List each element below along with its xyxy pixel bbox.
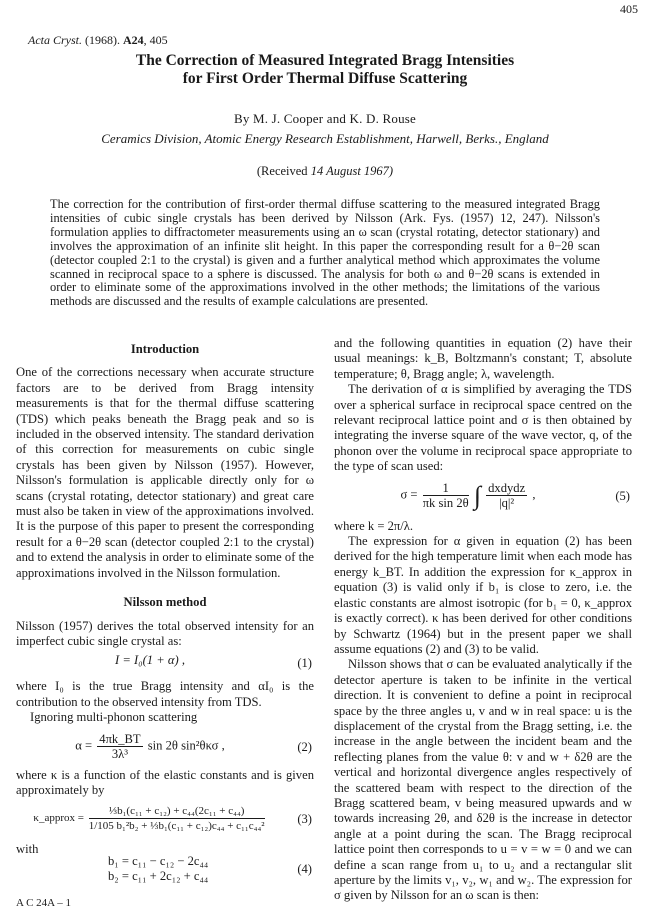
nilsson-paragraph-4: where κ is a function of the elastic constants and is given approximately by (16, 767, 314, 797)
received-date-value: 14 August 1967) (310, 164, 394, 178)
equation-4-line-2: b₂ = c₁₁ + 2c₁₂ + c₄₄ (108, 868, 209, 883)
section-heading-nilsson: Nilsson method (123, 595, 207, 610)
equation-1 (16, 653, 314, 675)
journal-page: 405 (149, 33, 168, 47)
received-date (0, 164, 650, 179)
equation-5-integrand-bottom: |q|² (499, 495, 515, 510)
equation-3 (16, 802, 314, 838)
title-line-1: The Correction of Measured Integrated Bragg Intensities (135, 52, 515, 69)
right-paragraph-4: The expression for α given in equation (2) has been derived for the high temperature limit when each mode has energy k_BT. In addition the expression for κ_approx in equation (3) is valid only if b₁ is close to zero, i.e. the elastic constants are almost isotropic (for b₁ = 0, κ_approx is exactly correct). κ has been derived for other conditions by Schwartz (1964) but in the present paper we shall assume equations (2) and (3) to be valid. (334, 534, 632, 656)
journal-volume: A24 (123, 33, 144, 47)
right-paragraph-5: Nilsson shows that σ can be evaluated analytically if the detector aperture is taken to be infinite in the vertical direction. It is convenient to define a point in reciprocal space by the three angles u, v and w in real space: u is the displacement of the crystal from the Bragg setting, i.e. the increase in the angle between the incident beam and the reflecting planes from the value θ: v and w + δ2θ are the vertical and horizontal divergence angles respectively of the scattered beam with respect to the direction of the Bragg scattered beam, v being measured upwards and w towards increasing 2θ, and δ2θ is the increase in detector angle at a point during the scan. The Bragg reciprocal lattice point then corresponds to u = v = w = 0 and we can define a scan range from u₁ to u₂ and a rectangular slit aperture by the limits v₁, v₂, w₁ and w₂. The expression for σ given by Nilsson for an ω scan is then: (334, 657, 632, 903)
equation-4-line-1: b₁ = c₁₁ − c₁₂ − 2c₄₄ (108, 853, 209, 868)
equation-5-fraction (423, 481, 469, 510)
intro-paragraph: One of the corrections necessary when accurate structure factors are to be derived from Bragg intensity measurements is that for the thermal diffuse scattering (TDS) which peaks beneath the Bragg peak and so is included in the observed intensity. The standard derivation of this correction for measurements on cubic single crystals has been given by Nilsson (1957). However, Nilsson's formulation is applicable directly only for ω scans (crystal rotating, detector stationary) and great care must also be taken in view of the approximations involved. It is the purpose of this paper to present the corresponding result for a θ−2θ scan (detector coupled 2:1 to the crystal) and to extend the analysis in order to eliminate some of the approximations involved in the Nilsson formulation. (16, 365, 314, 580)
equation-2-lhs: α = (75, 737, 93, 752)
right-paragraph-2: The derivation of α is simplified by averaging the TDS over a spherical surface in reciprocal space centred on the relevant reciprocal lattice point and σ is then obtained by integrating the inverse square of the wave vector, q, of the phonon over the volume in reciprocal space appropriate to the type of scan used: (334, 382, 632, 474)
equation-1-body: I = I₀(1 + α) , (115, 653, 185, 668)
affiliation: Ceramics Division, Atomic Energy Research Establishment, Harwell, Berks., England (101, 131, 549, 146)
received-prefix: (Received (256, 164, 308, 178)
equation-2-numerator: 4πk_BT (99, 731, 141, 746)
equation-2-number: (2) (297, 739, 312, 754)
section-heading-introduction: Introduction (130, 342, 200, 356)
with-label: with (16, 842, 39, 857)
paper-title (0, 52, 650, 88)
right-column (334, 336, 632, 904)
equation-5: σ = $\frac{1}{\text{πk sin 2θ}}$ ∫ $\frac{\text{dxdydz}}{\text{|q|²}}$ , (5) (400, 480, 630, 510)
left-column (16, 336, 314, 890)
equation-2 (16, 730, 314, 764)
nilsson-paragraph-1: Nilsson (1957) derives the total observed intensity for an imperfect cubic single crystal as: (16, 618, 314, 648)
equation-3-denominator: 1/105 b₁²b₂ + ⅓b₁(c₁₁ + c₁₂)c₄₄ + c₁₁c₄₄² (88, 820, 265, 833)
equation-4 (16, 854, 314, 886)
right-paragraph-3: where k = 2π/λ. (334, 518, 414, 533)
equation-2-denominator: 3λ³ (111, 746, 129, 761)
nilsson-paragraph-3: Ignoring multi-phonon scattering (30, 710, 198, 725)
journal-reference: Acta Cryst. (1968). A24, 405 (28, 33, 168, 47)
equation-3-number: (3) (297, 812, 312, 827)
equation-3-fraction (89, 804, 265, 833)
equation-2-rhs: sin 2θ sin²θκσ , (147, 737, 225, 752)
journal-name: Acta Cryst. (28, 33, 82, 47)
page-number: 405 (620, 2, 638, 16)
equation-5-integrand (486, 481, 527, 510)
equation-4-number: (4) (297, 861, 312, 876)
abstract: The correction for the contribution of first-order thermal diffuse scattering to the measured integrated Bragg intensities of cubic single crystals has been derived by Nilsson (Ark. Fys. (1957) 12, 247). Nilsson's formulation applies to diffractometer measurements using an ω scan (crystal rotating, detector stationary) and involves the approximation of an infinite slit height. In this paper the corresponding result for a θ−2θ scan (detector coupled 2:1 to the crystal) is given and a further analytical method which approximates the volume scanned in reciprocal space to a sphere is discussed. The analysis for both ω and θ−2θ scans is extended in order to eliminate some of the approximations involved in the other methods; the limitations of the various methods are discussed and the results of example calculations are presented. (50, 197, 600, 309)
equation-5-number: (5) (615, 488, 630, 503)
integral-sign: ∫ (473, 480, 481, 510)
equation-5-denominator: πk sin 2θ (422, 495, 469, 510)
footer-signature: A C 24A – 1 (16, 897, 72, 909)
equation-3-lhs: κ_approx = (33, 812, 84, 825)
equation-5-numerator: 1 (423, 481, 469, 496)
equation-3-numerator: ⅓b₁(c₁₁ + c₁₂) + c₄₄(2c₁₁ + c₄₄) (89, 804, 265, 819)
journal-year: (1968). (85, 33, 120, 47)
title-line-2: for First Order Thermal Diffuse Scattering (182, 70, 468, 87)
equation-5-integrand-top: dxdydz (488, 480, 526, 495)
equation-1-number: (1) (297, 656, 312, 671)
equation-5-lhs: σ = (400, 487, 418, 502)
nilsson-paragraph-2: where I₀ is the true Bragg intensity and αI₀ is the contribution to the observed intensity from TDS. (16, 679, 314, 709)
right-paragraph-1: and the following quantities in equation (2) have their usual meanings: k_B, Boltzmann's constant; T, absolute temperature; θ, Bragg angle; λ, wavelength. (334, 336, 632, 381)
equation-2-fraction (97, 732, 142, 761)
authors: By M. J. Cooper and K. D. Rouse (233, 111, 417, 126)
